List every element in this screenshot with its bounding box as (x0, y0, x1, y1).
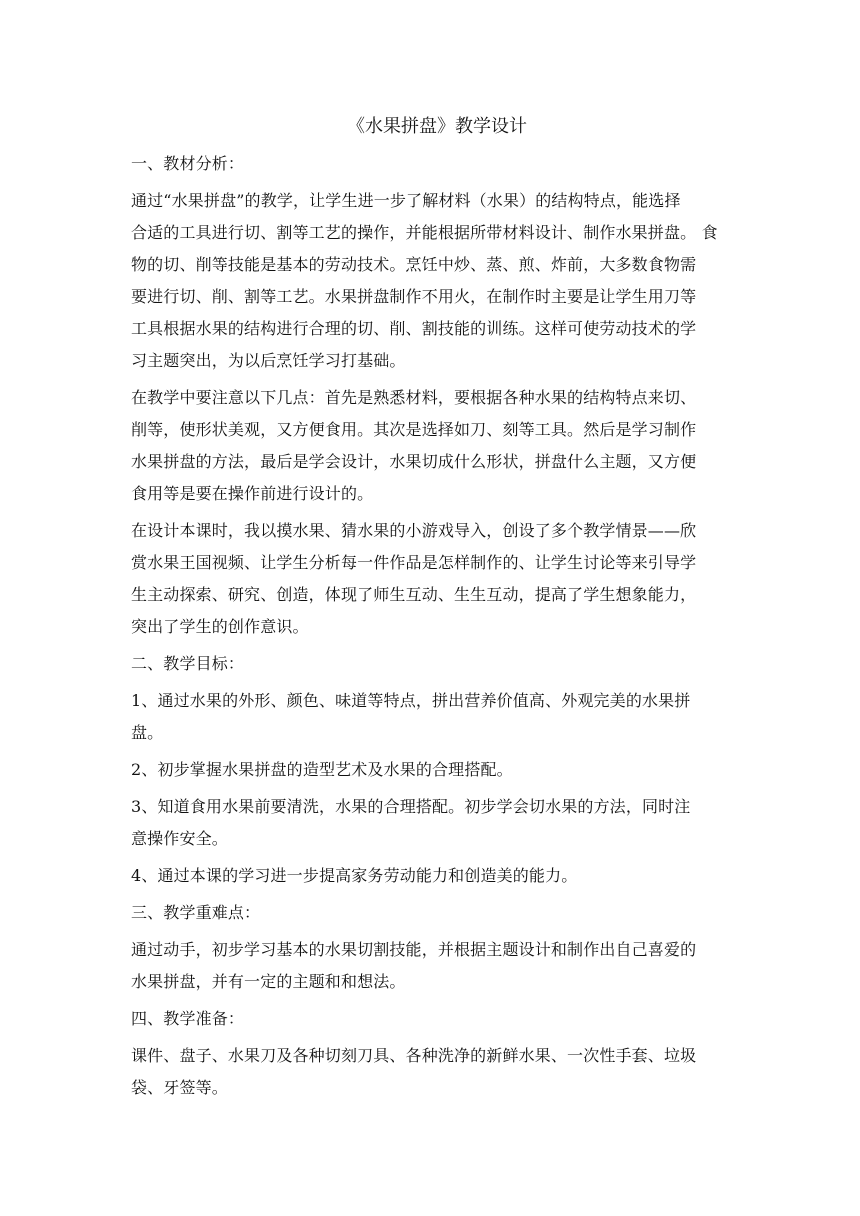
list-item-line: 1、通过水果的外形、颜色、味道等特点，拼出营养价值高、外观完美的水果拼 (131, 691, 691, 710)
paragraph-line: 食用等是要在操作前进行设计的。 (131, 484, 374, 503)
section-heading: 三、教学重难点： (131, 903, 261, 922)
paragraph-line: 工具根据水果的结构进行合理的切、削、割技能的训练。这样可使劳动技术的学 (131, 319, 697, 338)
paragraph-line: 突出了学生的创作意识。 (131, 617, 309, 636)
paragraph-line: 要进行切、削、割等工艺。水果拼盘制作不用火，在制作时主要是让学生用刀等 (131, 287, 697, 306)
document-title: 《水果拼盘》教学设计 (347, 116, 527, 137)
paragraph-line: 在设计本课时，我以摸水果、猜水果的小游戏导入，创设了多个教学情景——欣 (131, 521, 697, 540)
paragraph-line: 赏水果王国视频、让学生分析每一件作品是怎样制作的、让学生讨论等来引导学 (131, 553, 697, 572)
paragraph-line: 通过动手，初步学习基本的水果切割技能，并根据主题设计和制作出自己喜爱的 (131, 940, 697, 959)
paragraph-line: 袋、牙签等。 (131, 1078, 228, 1097)
list-item-line: 意操作安全。 (131, 829, 228, 848)
section-heading: 四、教学准备： (131, 1009, 245, 1028)
list-item-line: 4、通过本课的学习进一步提高家务劳动能力和创造美的能力。 (131, 866, 578, 885)
paragraph-line: 通过“水果拼盘”的教学，让学生进一步了解材料（水果）的结构特点，能选择 (131, 191, 681, 210)
document-body (131, 112, 731, 1104)
paragraph-line: 水果拼盘，并有一定的主题和和想法。 (131, 972, 406, 991)
paragraph-line: 生主动探索、研究、创造，体现了师生互动、生生互动，提高了学生想象能力， (131, 585, 697, 604)
paragraph-line: 合适的工具进行切、割等工艺的操作，并能根据所带材料设计、制作水果拼盘。 食 (131, 223, 718, 242)
paragraph-line: 习主题突出，为以后烹饪学习打基础。 (131, 351, 406, 370)
paragraph-line: 在教学中要注意以下几点：首先是熟悉材料，要根据各种水果的结构特点来切、 (131, 388, 697, 407)
list-item-line: 盘。 (131, 723, 164, 742)
section-heading: 二、教学目标： (131, 654, 245, 673)
paragraph-line: 物的切、削等技能是基本的劳动技术。烹饪中炒、蒸、煎、炸前，大多数食物需 (131, 255, 697, 274)
paragraph-line: 课件、盘子、水果刀及各种切刻刀具、各种洗净的新鲜水果、一次性手套、垃圾 (131, 1046, 697, 1065)
paragraph-line: 水果拼盘的方法，最后是学会设计，水果切成什么形状，拼盘什么主题，又方便 (131, 452, 697, 471)
section-heading: 一、教材分析： (131, 154, 245, 173)
list-item-line: 2、初步掌握水果拼盘的造型艺术及水果的合理搭配。 (131, 760, 513, 779)
paragraph-line: 削等，使形状美观，又方便食用。其次是选择如刀、刻等工具。然后是学习制作 (131, 420, 697, 439)
list-item-line: 3、知道食用水果前要清洗，水果的合理搭配。初步学会切水果的方法，同时注 (131, 797, 691, 816)
